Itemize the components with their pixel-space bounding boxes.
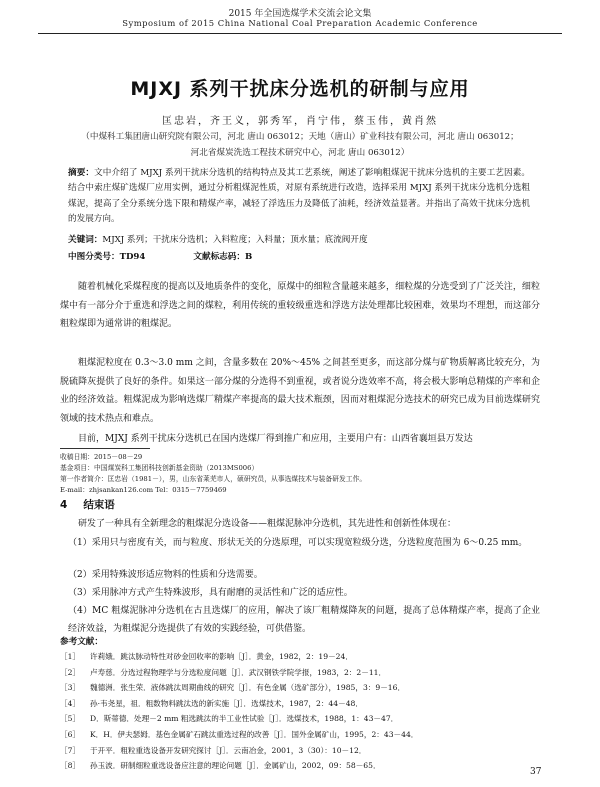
reference-item: ［5］ D．斯蒂德．处理－2 mm 粗选跳汰的半工业性试验［J］．选煤技术，1988，1：43－47． [60, 714, 399, 724]
reference-item: ［8］ 孙玉波．研制细粒重选设备应注意的理论问题［J］．金属矿山，2002，09：58－65． [60, 761, 381, 771]
footnote-received: 收稿日期：2015－08－29 [60, 453, 143, 461]
section-title: 结束语 [83, 499, 115, 511]
clc-code: 中图分类号：TD94 [68, 252, 146, 262]
section-heading-conclusion [60, 497, 115, 512]
abstract [68, 166, 530, 228]
reference-item: ［6］ K．H．伊夫瑟姆．基色金属矿石跳汰重选过程的改善［J］．国外金属矿山，1995，2：43－44． [60, 729, 419, 739]
classification [68, 250, 530, 262]
reference-item: ［3］ 魏德洲．张生荣．液体跳汰周期曲线的研究［J］．有色金属（选矿部分），1985，3：9－16． [60, 683, 406, 693]
running-header-cn: 2015 年全国选煤学术交流会论文集 [228, 9, 372, 19]
author-list: 匡忠岩，齐王义，郭秀军，肖宁伟，蔡玉伟，黄肖然 [162, 116, 438, 127]
conclusion-item-1: （1）采用只与密度有关，而与粒度、形状无关的分选原理，可以实现宽粒级分选，分选粒度范围为 6～0.25 mm。 [68, 538, 528, 548]
conclusion-item-4: （4）MC 粗煤泥脉冲分选机在古且选煤厂的应用，解决了该厂粗精煤降灰的问题，提高了总体精煤产率，提高了企业经济效益，为粗煤泥分选提供了有效的实践经验，可供借鉴。 [68, 606, 540, 634]
paper-title: MJXJ 系列干扰床分选机的研制与应用 [130, 78, 470, 100]
conclusion-intro: 研发了一种具有全新理念的粗煤泥分选设备——粗煤泥脉冲分选机，其先进性和创新性体现在： [78, 519, 457, 529]
affiliation-line-2: 河北省煤炭洗选工程技术研究中心，河北 唐山 063012） [190, 148, 410, 158]
conclusion-item-3: （3）采用脉冲方式产生特殊波形，具有耐磨的灵活性和广泛的适应性。 [68, 588, 353, 598]
footnote-funding: 基金项目：中国煤炭科工集团科技创新基金资助（2013MS006） [60, 464, 259, 472]
section-number: 4 [60, 499, 68, 511]
footnote-author-bio: 第一作者简介：匡忠岩（1981－），男，山东省莱芜市人，硕研究员，从事选煤技术与装备研发工作。 [60, 475, 367, 483]
abstract-text: 文中介绍了 MJXJ 系列干扰床分选机的结构特点及其工艺系统，阐述了影响粗煤泥干扰床分选机的主要工艺因素。结合中索庄煤矿选煤厂应用实例，通过分析粗煤泥性质，对原有系统进行改造，选择采用 MJXJ 系列干扰床分选机分选粗煤泥，提高了全分系统分选下限和精煤产率，减轻了浮选压力及降低了油耗，经济效益显著。并指出了高效干扰床分选机的发展方向。 [68, 168, 530, 225]
document-code: 文献标志码：B [193, 252, 253, 262]
reference-item: ［4］ 孙·韦尧星，祖．粗数物料跳汰选的新实施［J］．选煤技术，1987，2：44－48． [60, 698, 363, 708]
keywords [68, 233, 530, 245]
page-number: 37 [530, 767, 542, 777]
reference-item: ［1］ 许莉娥．跳汰脉动特性对砂金回收率的影响［J］．黄金，1982，2：19－24． [60, 652, 353, 661]
reference-list [60, 649, 540, 774]
footnote-rule [60, 448, 150, 449]
header-rule [38, 33, 562, 34]
keywords-label: 关键词： [68, 235, 103, 245]
affiliation-line-1: （中煤科工集团唐山研究院有限公司，河北 唐山 063012；天地（唐山）矿业科技有限公司，河北 唐山 063012； [81, 132, 519, 142]
reference-item: ［2］ 卢寿慈．分选过程物理学与分选粒度问题［J］．武汉钢铁学院学报，1983，2：2－11． [60, 667, 387, 677]
intro-paragraph-2: 粗煤泥粒度在 0.3～3.0 mm 之间，含量多数在 20%～45% 之间甚至更多，而这部分煤与矿物质解离比较充分，为脱硫降灰提供了良好的条件。如果这一部分煤的分选得不到重视，或者说分选效率不高，将会极大影响总精煤的产率和企业的经济效益。粗煤泥成为影响选煤厂精煤产率提高的最大技术瓶颈，因而对粗煤泥分选技术的研究已成为目前选煤研究领域的技术热点和难点。 [60, 358, 540, 424]
reference-item: ［7］ 于开平．粗粒重选设备开发研究探讨［J］．云南冶金，2001，3（30）：10－12． [60, 745, 367, 755]
running-header-en: Symposium of 2015 China National Coal Preparation Academic Conference [122, 18, 478, 28]
intro-paragraph-1: 随着机械化采煤程度的提高以及地质条件的变化，原煤中的细粒含量越来越多，细粒煤的分选受到了广泛关注，细粒煤中有一部分介于重选和浮选之间的煤粒，利用传统的重较级重选和浮选方法处理都比较困难，效果均不理想，而这部分粗粒煤即为通常讲的粗煤泥。 [60, 282, 540, 330]
intro-paragraph-3: 目前，MJXJ 系列干扰床分选机已在国内选煤厂得到推广和应用，主要用户有：山西省襄垣县万发达 [78, 434, 473, 444]
abstract-label: 摘要： [68, 168, 95, 178]
conclusion-item-2: （2）采用特殊波形适应物料的性质和分选需要。 [68, 570, 263, 580]
keywords-text: MJXJ 系列；干扰床分选机；入料粒度；入料量；顶水量；底流阀开度 [102, 235, 368, 245]
references-heading: 参考文献： [60, 637, 103, 647]
footnote-contact: E-mail：zhjsankan126.com Tel：0315－7759469 [60, 486, 227, 494]
